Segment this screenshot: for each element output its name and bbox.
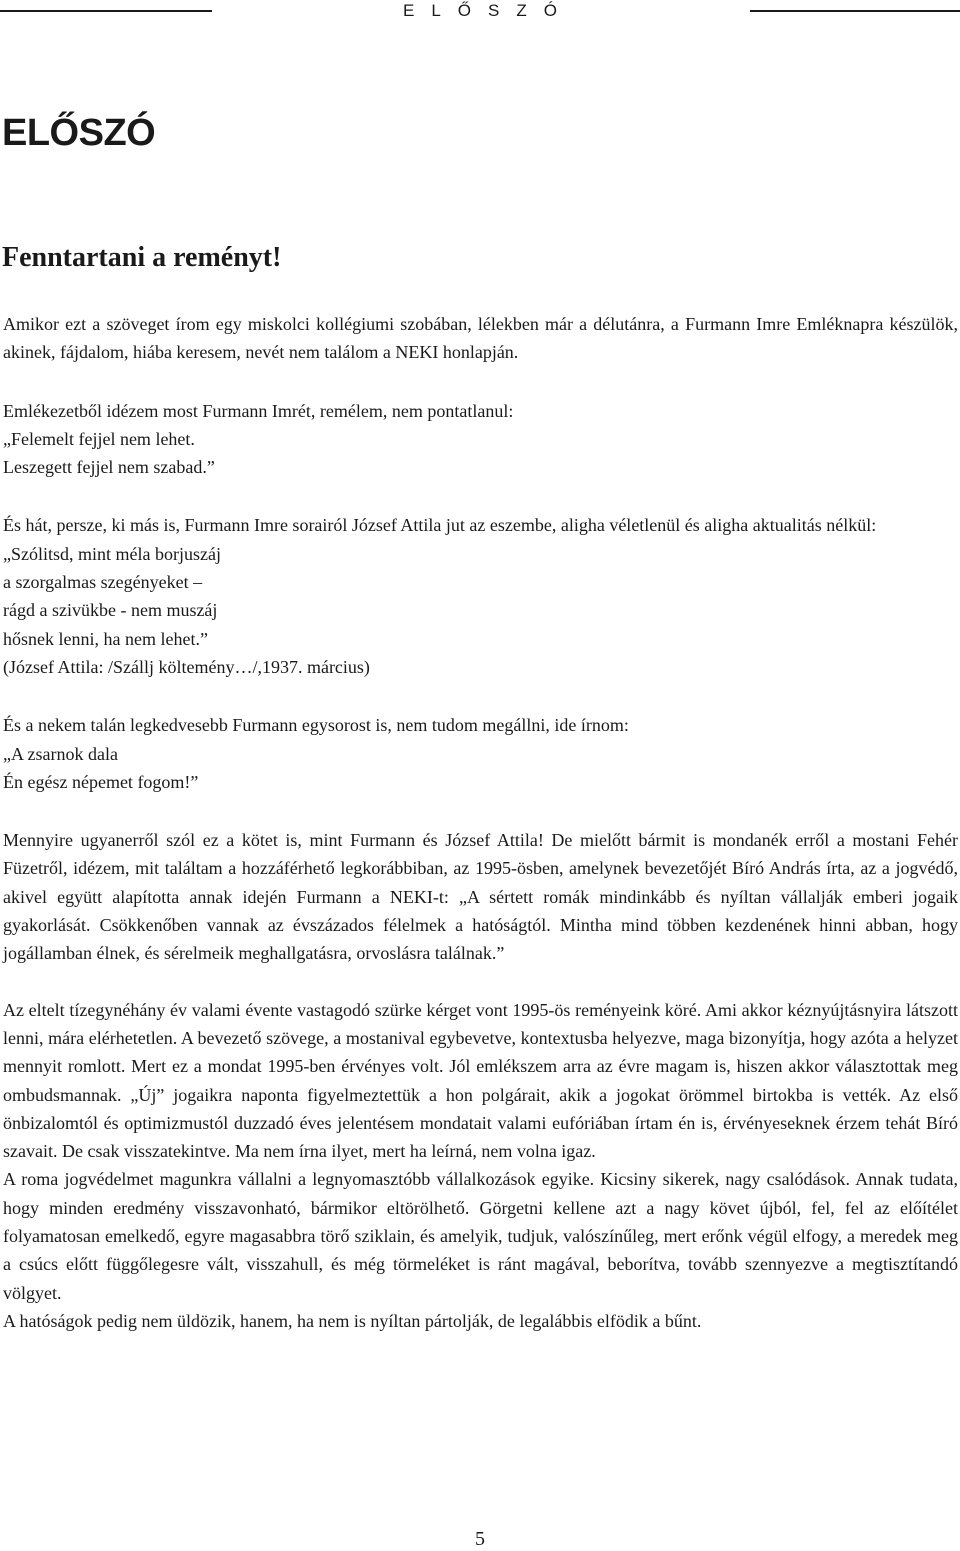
quote-line: Én egész népemet fogom!” [3,771,199,792]
section-subtitle: Fenntartani a reményt! [2,242,282,273]
quote-citation: (József Attila: /Szállj költemény…/,1937. március) [3,656,370,677]
running-head-text: ELŐSZÓ [403,1,574,20]
paragraph-5: Mennyire ugyanerről szól ez a kötet is, mint Furmann és József Attila! De mielőtt bármit is mondanék erről a mostani Fehér Füzetről, idézem, mit találtam a hozzáférhető legkorábbiban, az 1995-ösben, amelynek bevezetőjét Bíró András írta, az a jogvédő, akivel együtt alapította annak idején Furmann a NEKI-t: „A sértett romák mindinkább és nyíltan vállalják emberi jogaik gyakorlását. Csökkenőben vannak az évszázados félelmek a hatóságtól. Mintha mind többen kezdenének hinni abban, hogy jogállamban élnek, és sérelmeik meghallgatásra, orvoslásra találnak.” [3,830,958,964]
quote-line: „Felemelt fejjel nem lehet. [3,428,195,449]
quote-line: „Szólitsd, mint méla borjuszáj [3,543,221,564]
quote-line: rágd a szivükbe - nem muszáj [3,600,218,621]
paragraph-2-intro: Emlékezetből idézem most Furmann Imrét, remélem, nem pontatlanul: [3,400,514,421]
quote-block-1 [3,397,958,482]
paragraph-7: A roma jogvédelmet magunkra vállalni a legnyomasztóbb vállalkozások egyike. Kicsiny sikerek, nagy csalódások. Annak tudata, hogy minden eredmény visszavonható, bármikor eltörölhető. Görgetni kellene azt a nagy követ újból, fel, fel az előítélet folyamatosan emelkedő, egyre magasabbra törő sziklain, és amelyik, tudjuk, valószínűleg, mert erőnk végül elfogy, a meredek meg a csúcs előtt függőlegesre vált, visszahull, és még törmeléket is ránt magával, beborítva, tovább szennyezve a megtisztítandó völgyet. [3,1169,958,1303]
chapter-title: ELŐSZÓ [2,112,156,154]
body-text [3,310,958,1335]
paragraph-1: Amikor ezt a szöveget írom egy miskolci kollégiumi szobában, lélekben már a délutánra, a Furmann Imre Emléknapra készülök, akinek, fájdalom, hiába keresem, nevét nem találom a NEKI honlapján. [3,314,958,363]
running-head [0,0,960,26]
paragraph-4-intro: És a nekem talán legkedvesebb Furmann egysorost is, nem tudom megállni, ide írnom: [3,715,629,736]
paragraph-8: A hatóságok pedig nem üldözik, hanem, ha nem is nyíltan pártolják, de legalábbis elfödik a bűnt. [3,1310,702,1331]
quote-line: Leszegett fejjel nem szabad.” [3,457,215,478]
quote-line: „A zsarnok dala [3,743,118,764]
paragraph-6: Az eltelt tízegynéhány év valami évente vastagodó szürke kérget vont 1995-ös reményeink köré. Ami akkor kéznyújtásnyira látszott lenni, mára elérhetetlen. A bevezető szövege, a mostanival egybevetve, kontextusba helyezve, maga bizonyítja, hogy azóta a helyzet mennyit romlott. Mert ez a mondat 1995-ben érvényes volt. Jól emlékszem arra az évre magam is, hiszen akkor választottak meg ombudsmannak. „Új” jogaikra naponta figyelmeztettük a hon polgárait, akik a jogokat örömmel birtokba is vették. Az első önbizalomtól és optimizmustól duzzadó éves jelentésem mondatait valami eufóriában írtam én is, érvényeseknek érzem tehát Bíró szavait. De csak visszatekintve. Ma nem írna ilyet, mert ha leírná, nem volna igaz. [3,999,958,1162]
quote-line: a szorgalmas szegényeket – [3,572,203,593]
quote-block-2 [3,511,958,681]
paragraph-3-intro: És hát, persze, ki más is, Furmann Imre sorairól József Attila jut az eszembe, aligha véletlenül és aligha aktualitás nélkül: [3,515,877,536]
quote-line: hősnek lenni, ha nem lehet.” [3,628,208,649]
header-rule-right [750,10,960,12]
quote-block-3 [3,711,958,796]
page-number: 5 [475,1528,485,1550]
